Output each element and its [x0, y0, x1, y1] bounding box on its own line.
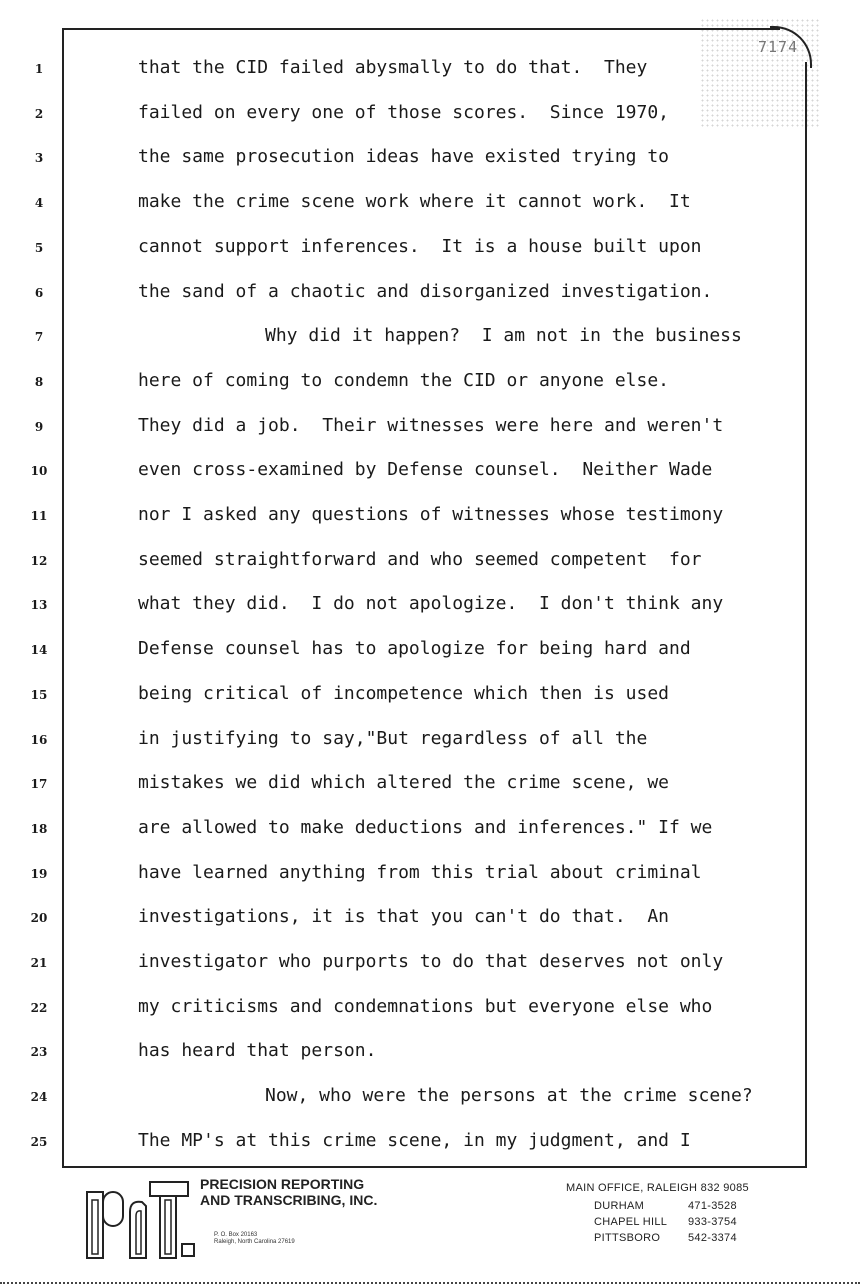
address-line2: Raleigh, North Carolina 27619: [214, 1239, 295, 1245]
main-office: MAIN OFFICE, RALEIGH 832 9085: [566, 1182, 749, 1194]
transcript-line: [0, 948, 860, 982]
line-text: cannot support inferences. It is a house built upon: [138, 235, 702, 257]
transcript-line: [0, 546, 860, 580]
line-number: 8: [34, 374, 44, 389]
line-text: have learned anything from this trial about criminal: [138, 861, 702, 883]
line-number: 4: [34, 196, 44, 211]
company-name-line2: AND TRANSCRIBING, INC.: [200, 1192, 378, 1208]
footer: [0, 1170, 860, 1286]
company-name: [200, 1176, 377, 1208]
line-number: 3: [34, 151, 44, 166]
line-number: 6: [34, 285, 44, 300]
line-number: 21: [30, 956, 48, 970]
office-phone: 933-3754: [688, 1216, 737, 1228]
line-text: Why did it happen? I am not in the business: [265, 325, 742, 347]
line-number: 13: [30, 598, 48, 613]
line-text: Defense counsel has to apologize for being hard and: [138, 638, 691, 660]
transcript-line: [0, 1127, 860, 1161]
line-text: here of coming to condemn the CID or anyone else.: [138, 369, 670, 391]
line-number: 9: [34, 419, 44, 434]
line-text: has heard that person.: [138, 1040, 377, 1062]
transcript-line: [0, 725, 860, 759]
line-number: 25: [30, 1134, 48, 1149]
line-number: 15: [30, 687, 48, 702]
line-text: investigations, it is that you can't do that. An: [138, 906, 670, 928]
line-text: even cross-examined by Defense counsel. Neither Wade: [138, 459, 713, 481]
line-number: 22: [30, 1000, 48, 1015]
line-number: 1: [34, 62, 44, 76]
transcript-line: [0, 590, 860, 624]
transcript-line: [0, 814, 860, 848]
line-text: nor I asked any questions of witnesses whose testimony: [138, 504, 724, 525]
transcript-line: [0, 993, 860, 1027]
transcript-line: [0, 143, 860, 177]
page-number: 7174: [758, 38, 799, 56]
line-text: failed on every one of those scores. Since 1970,: [138, 101, 670, 123]
line-text: in justifying to say,"But regardless of all the: [138, 727, 648, 749]
transcript-line: [0, 188, 860, 222]
line-number: 24: [30, 1090, 48, 1105]
transcript-line: [0, 501, 860, 535]
office-city: CHAPEL HILL: [594, 1216, 668, 1228]
transcript-line: [0, 903, 860, 937]
line-number: 11: [30, 509, 48, 523]
transcript-line: [0, 233, 860, 267]
line-text: seemed straightforward and who seemed competent for: [138, 548, 702, 570]
transcript-line: [0, 456, 860, 490]
transcript-line: [0, 99, 860, 133]
office-phone: 542-3374: [688, 1232, 737, 1244]
line-text: the same prosecution ideas have existed trying to: [138, 146, 670, 168]
transcript-line: [0, 367, 860, 401]
line-text: the sand of a chaotic and disorganized investigation.: [138, 280, 713, 302]
company-address: [214, 1232, 295, 1246]
frame-bottom-border: [62, 1166, 807, 1168]
office-phone: 471-3528: [688, 1200, 737, 1212]
frame-top-border: [62, 28, 780, 30]
line-text: investigator who purports to do that deserves not only: [138, 951, 724, 972]
transcript-line: [0, 54, 860, 88]
line-number: 2: [34, 106, 44, 121]
transcript-line: [0, 680, 860, 714]
line-number: 7: [34, 330, 44, 345]
line-text: that the CID failed abysmally to do that. They: [138, 57, 648, 78]
line-number: 16: [30, 732, 48, 747]
line-text: being critical of incompetence which then is used: [138, 682, 670, 704]
transcript-line: [0, 635, 860, 669]
transcript-line: [0, 278, 860, 312]
line-text: make the crime scene work where it cannot work. It: [138, 191, 691, 213]
transcript-line: [0, 322, 860, 356]
address-line1: P. O. Box 20163: [214, 1232, 258, 1238]
company-logo: [86, 1178, 196, 1260]
line-number: 5: [34, 240, 44, 255]
line-text: mistakes we did which altered the crime scene, we: [138, 772, 670, 794]
line-text: my criticisms and condemnations but everyone else who: [138, 995, 713, 1017]
line-number: 23: [30, 1045, 48, 1060]
line-text: what they did. I do not apologize. I don't think any: [138, 593, 724, 615]
office-city: DURHAM: [594, 1200, 645, 1212]
office-city: PITTSBORO: [594, 1232, 661, 1244]
line-number: 17: [30, 777, 48, 792]
line-text: Now, who were the persons at the crime scene?: [265, 1085, 753, 1107]
line-number: 20: [30, 911, 48, 926]
line-number: 12: [30, 553, 48, 568]
transcript-line: [0, 1037, 860, 1071]
transcript-line: [0, 769, 860, 803]
line-number: 14: [30, 643, 48, 658]
transcript-line: [0, 412, 860, 446]
line-text: They did a job. Their witnesses were here and weren't: [138, 414, 724, 436]
company-name-line1: PRECISION REPORTING: [200, 1176, 365, 1192]
line-number: 10: [30, 464, 48, 479]
transcript-line: [0, 1082, 860, 1116]
transcript-line: [0, 859, 860, 893]
line-text: are allowed to make deductions and inferences." If we: [138, 816, 713, 838]
line-number: 18: [30, 821, 48, 836]
line-text: The MP's at this crime scene, in my judgment, and I: [138, 1129, 691, 1151]
line-number: 19: [30, 866, 48, 881]
bottom-rule: [0, 1282, 860, 1284]
